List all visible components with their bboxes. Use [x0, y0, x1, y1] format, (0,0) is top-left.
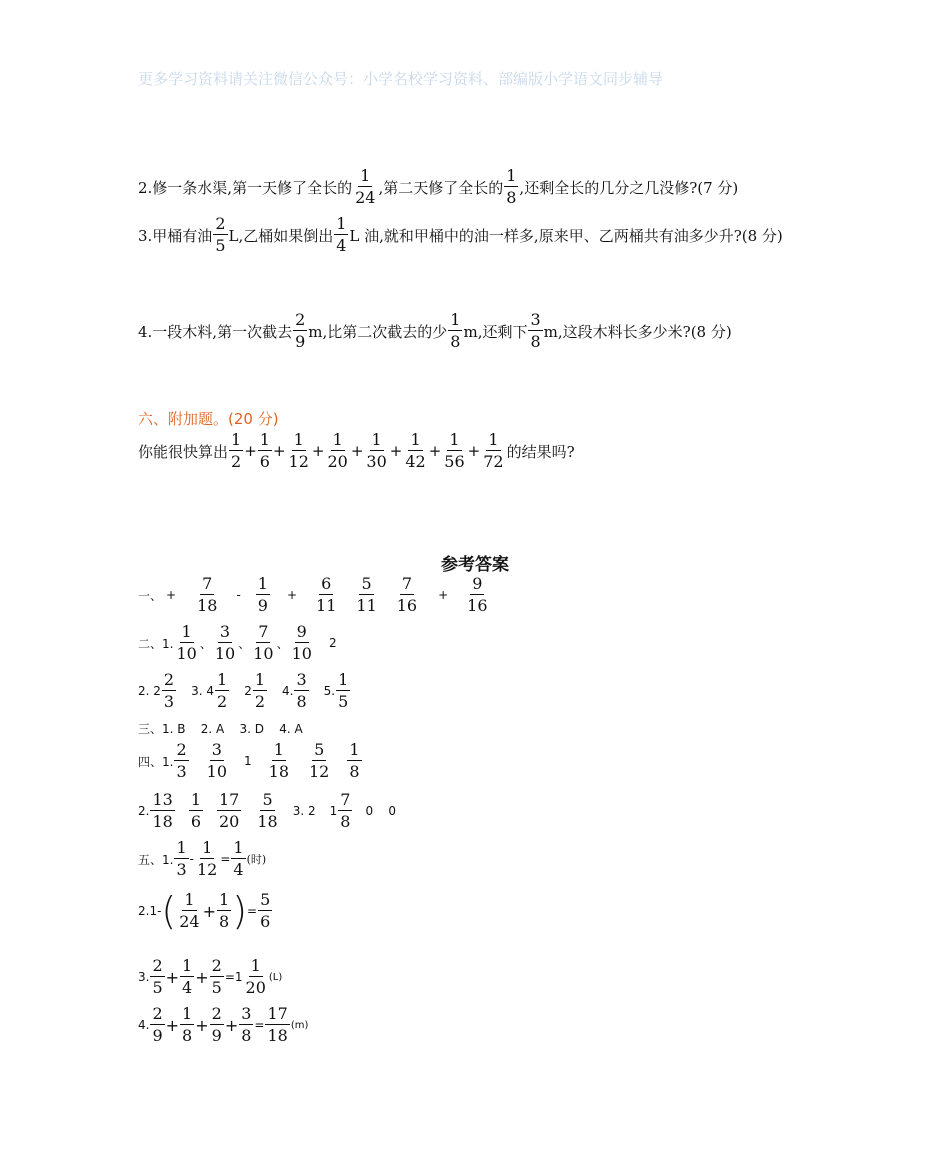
answer-2: 二、1. $\frac{1}{10}$ 、 $\frac{3}{10}$ 、 $\frac{7}{10}$ 、 $\frac{9}{10}$ 2: [138, 622, 337, 663]
denominator: 16: [396, 596, 418, 615]
question-2-text: 2.修一条水渠,第一天修了全长的: [138, 178, 353, 197]
numerator: 1: [360, 166, 371, 185]
numerator: 1: [219, 890, 230, 909]
numerator: 2: [295, 310, 306, 329]
denominator: 6: [190, 812, 201, 831]
fraction: [162, 672, 176, 710]
denominator: 8: [182, 1026, 193, 1045]
numerator: 1: [190, 790, 201, 809]
numerator: 5: [314, 740, 325, 759]
denominator: 72: [483, 452, 504, 471]
denominator: 3: [176, 762, 187, 781]
answer-2b: 2. 2 $\frac{2}{3}$ 3. 4 $\frac{1}{2}$ 2 $\frac{1}{2}$ 4. $\frac{3}{8}$ 5. $\frac{1}{5}$: [138, 670, 349, 711]
numerator: 1: [259, 430, 270, 449]
fraction: [294, 672, 308, 710]
numerator: 17: [219, 790, 240, 809]
fraction: [189, 792, 203, 830]
fraction: [347, 742, 361, 780]
denominator: 3: [163, 692, 175, 711]
fraction: [180, 1006, 194, 1044]
numerator: 17: [267, 1004, 288, 1023]
numerator: 13: [152, 790, 173, 809]
fraction: [195, 840, 219, 878]
denominator: 5: [152, 978, 163, 997]
denominator: 12: [196, 860, 218, 879]
numerator: 1: [293, 430, 304, 449]
answer-5b: 2.1- ( $\frac{1}{24}$ + $\frac{1}{8}$ ) = $\frac{5}{6}$: [138, 889, 271, 933]
fraction: [442, 432, 466, 470]
numerator: 1: [233, 838, 244, 857]
numerator: 1: [176, 838, 187, 857]
denominator: 16: [467, 596, 488, 615]
fraction: [195, 576, 219, 614]
numerator: 1: [231, 430, 242, 449]
denominator: 4: [233, 860, 244, 879]
numerator: 3: [211, 740, 222, 759]
fraction: [150, 958, 164, 996]
numerator: 1: [371, 430, 382, 449]
numerator: 7: [401, 574, 413, 593]
numerator: 1: [182, 1004, 193, 1023]
denominator: 10: [206, 762, 227, 781]
numerator: 7: [202, 574, 213, 593]
numerator: 1: [250, 956, 261, 975]
numerator: 5: [260, 890, 271, 909]
fraction: [255, 792, 279, 830]
answer-1: 一、 + $\frac{7}{18}$ - $\frac{1}{9}$ + $\frac{6}{11}$ $\frac{5}{11}$ $\frac{7}{16}$ + $\frac{9}{16}$: [138, 574, 488, 615]
answer-3: 三、1. B 2. A 3. D 4. A: [138, 722, 303, 736]
denominator: 18: [267, 1026, 288, 1045]
denominator: 6: [260, 912, 271, 931]
fraction: [229, 432, 243, 470]
denominator: 24: [355, 188, 376, 207]
denominator: 8: [340, 812, 351, 831]
fraction: [353, 168, 377, 206]
fraction: [251, 624, 275, 662]
numerator: 1: [202, 838, 213, 857]
answers-title: 参考答案: [441, 555, 509, 575]
numerator: 1: [257, 574, 268, 593]
numerator: 2: [152, 956, 163, 975]
denominator: 20: [327, 452, 348, 471]
answer-5: 五、1. $\frac{1}{3}$ - $\frac{1}{12}$ = $\frac{1}{4}$ (时): [138, 838, 267, 879]
numerator: 2: [215, 214, 226, 233]
fraction: [210, 1006, 224, 1044]
denominator: 6: [259, 452, 270, 471]
denominator: 9: [257, 596, 268, 615]
fraction: [213, 624, 237, 662]
numerator: 1: [273, 740, 284, 759]
denominator: 8: [219, 912, 230, 931]
numerator: 9: [472, 574, 483, 593]
denominator: 8: [506, 188, 517, 207]
answer-5d: 4. $\frac{2}{9}$ + $\frac{1}{8}$ + $\frac{2}{9}$ + $\frac{3}{8}$ = $\frac{17}{18}$ (m): [138, 1004, 309, 1045]
question-4: 4.一段木料,第一次截去 $\frac{2}{9}$ m,比第二次截去的少 $\frac{1}{8}$ m,还剩下 $\frac{3}{8}$ m,这段木料长多少米?(8 分): [138, 310, 732, 351]
denominator: 9: [152, 1026, 163, 1045]
fraction: [217, 892, 231, 930]
fraction: [210, 958, 224, 996]
fraction: [215, 672, 229, 710]
fraction: [174, 840, 188, 878]
fraction: [258, 892, 272, 930]
answer-5c: 3. $\frac{2}{5}$ + $\frac{1}{4}$ + $\frac{2}{5}$ =1 $\frac{1}{20}$ (L): [138, 956, 283, 997]
denominator: 12: [288, 452, 309, 471]
denominator: 9: [211, 1026, 222, 1045]
numerator: 2: [152, 1004, 163, 1023]
denominator: 10: [214, 644, 236, 663]
numerator: 3: [241, 1004, 252, 1023]
fraction: [265, 1006, 289, 1044]
fraction: [448, 312, 462, 350]
denominator: 18: [257, 812, 278, 831]
denominator: 20: [245, 978, 266, 997]
answer-4: 四、1. $\frac{2}{3}$ $\frac{3}{10}$ 1 $\frac{1}{18}$ $\frac{5}{12}$ $\frac{1}{8}$: [138, 740, 360, 781]
denominator: 18: [197, 596, 218, 615]
bonus-heading: 六、附加题。(20 分): [138, 410, 279, 428]
fraction: [314, 576, 338, 614]
numerator: 1: [184, 890, 195, 909]
denominator: 8: [296, 692, 307, 711]
numerator: 3: [530, 310, 541, 329]
numerator: 2: [211, 956, 222, 975]
fraction: [217, 792, 241, 830]
denominator: 42: [405, 452, 426, 471]
numerator: 1: [506, 166, 517, 185]
numerator: 1: [217, 670, 228, 689]
denominator: 8: [241, 1026, 252, 1045]
fraction: [354, 576, 378, 614]
fraction: [205, 742, 229, 780]
numerator: 5: [361, 574, 372, 593]
fraction: [244, 958, 268, 996]
fraction: [528, 312, 542, 350]
numerator: 7: [340, 790, 351, 809]
denominator: 11: [356, 596, 377, 615]
fraction: [307, 742, 331, 780]
fraction: [465, 576, 489, 614]
numerator: 7: [258, 622, 269, 641]
numerator: 2: [176, 740, 187, 759]
numerator: 2: [211, 1004, 222, 1023]
fraction: [287, 432, 311, 470]
fraction: [150, 792, 174, 830]
denominator: 9: [295, 332, 306, 351]
denominator: 5: [215, 236, 226, 255]
fraction: [258, 432, 272, 470]
denominator: 5: [211, 978, 222, 997]
numerator: 1: [449, 430, 460, 449]
fraction: [290, 624, 314, 662]
numerator: 1: [181, 622, 192, 641]
numerator: 1: [349, 740, 360, 759]
fraction: [177, 892, 201, 930]
numerator: 3: [219, 622, 231, 641]
numerator: 1: [254, 670, 266, 689]
denominator: 30: [366, 452, 387, 471]
question-2: 2.修一条水渠,第一天修了全长的 $\frac{1}{24}$ ,第二天修了全长的 $\frac{1}{8}$ ,还剩全长的几分之几没修?(7 分): [138, 166, 739, 207]
denominator: 24: [179, 912, 200, 931]
denominator: 12: [309, 762, 330, 781]
fraction: [239, 1006, 253, 1044]
fraction: [256, 576, 270, 614]
fraction: [293, 312, 307, 350]
fraction: [325, 432, 349, 470]
numerator: 1: [182, 956, 193, 975]
denominator: 8: [530, 332, 541, 351]
denominator: 56: [444, 452, 465, 471]
numerator: 9: [296, 622, 307, 641]
denominator: 4: [336, 236, 347, 255]
numerator: 2: [163, 670, 175, 689]
numerator: 1: [488, 430, 499, 449]
fraction: [213, 216, 227, 254]
denominator: 2: [254, 692, 266, 711]
fraction: [395, 576, 419, 614]
numerator: 3: [296, 670, 307, 689]
denominator: 11: [316, 596, 337, 615]
question-3: 3.甲桶有油 $\frac{2}{5}$ L,乙桶如果倒出 $\frac{1}{4}$ L 油,就和甲桶中的油一样多,原来甲、乙两桶共有油多少升?(8 分): [138, 214, 783, 255]
fraction: [338, 792, 352, 830]
fraction: [180, 958, 194, 996]
denominator: 18: [268, 762, 289, 781]
fraction: [267, 742, 291, 780]
fraction: [174, 742, 188, 780]
numerator: 1: [332, 430, 343, 449]
denominator: 10: [176, 644, 197, 663]
denominator: 10: [291, 644, 312, 663]
numerator: 5: [262, 790, 273, 809]
numerator: 6: [321, 574, 332, 593]
numerator: 1: [410, 430, 421, 449]
bonus-question: 你能很快算出 $\frac{1}{2}$ + $\frac{1}{6}$ + $\frac{1}{12}$ + $\frac{1}{20}$ + $\frac{1}{30}$ + $\frac{1}{42}$ + $\frac{1}{56}$ + $\frac{1}{72}$ 的结果吗?: [138, 430, 575, 471]
denominator: 18: [152, 812, 173, 831]
denominator: 8: [450, 332, 461, 351]
fraction: [174, 624, 198, 662]
fraction: [334, 216, 348, 254]
page-header: 更多学习资料请关注微信公众号：小学名校学习资料、部编版小学语文同步辅导: [138, 70, 664, 88]
fraction: [504, 168, 518, 206]
numerator: 1: [336, 214, 347, 233]
denominator: 10: [253, 644, 274, 663]
fraction: [150, 1006, 164, 1044]
numerator: 1: [338, 670, 349, 689]
denominator: 2: [217, 692, 228, 711]
fraction: [253, 672, 267, 710]
fraction: [231, 840, 245, 878]
denominator: 4: [182, 978, 193, 997]
denominator: 5: [338, 692, 349, 711]
fraction: [364, 432, 388, 470]
fraction: [336, 672, 350, 710]
denominator: 8: [349, 762, 360, 781]
denominator: 3: [176, 860, 187, 879]
answer-4b: 2. $\frac{13}{18}$ $\frac{1}{6}$ $\frac{17}{20}$ $\frac{5}{18}$ 3. 2 1 $\frac{7}{8}$ 0 0: [138, 790, 396, 831]
denominator: 20: [219, 812, 240, 831]
denominator: 2: [231, 452, 242, 471]
numerator: 1: [450, 310, 461, 329]
fraction: [481, 432, 505, 470]
fraction: [403, 432, 427, 470]
